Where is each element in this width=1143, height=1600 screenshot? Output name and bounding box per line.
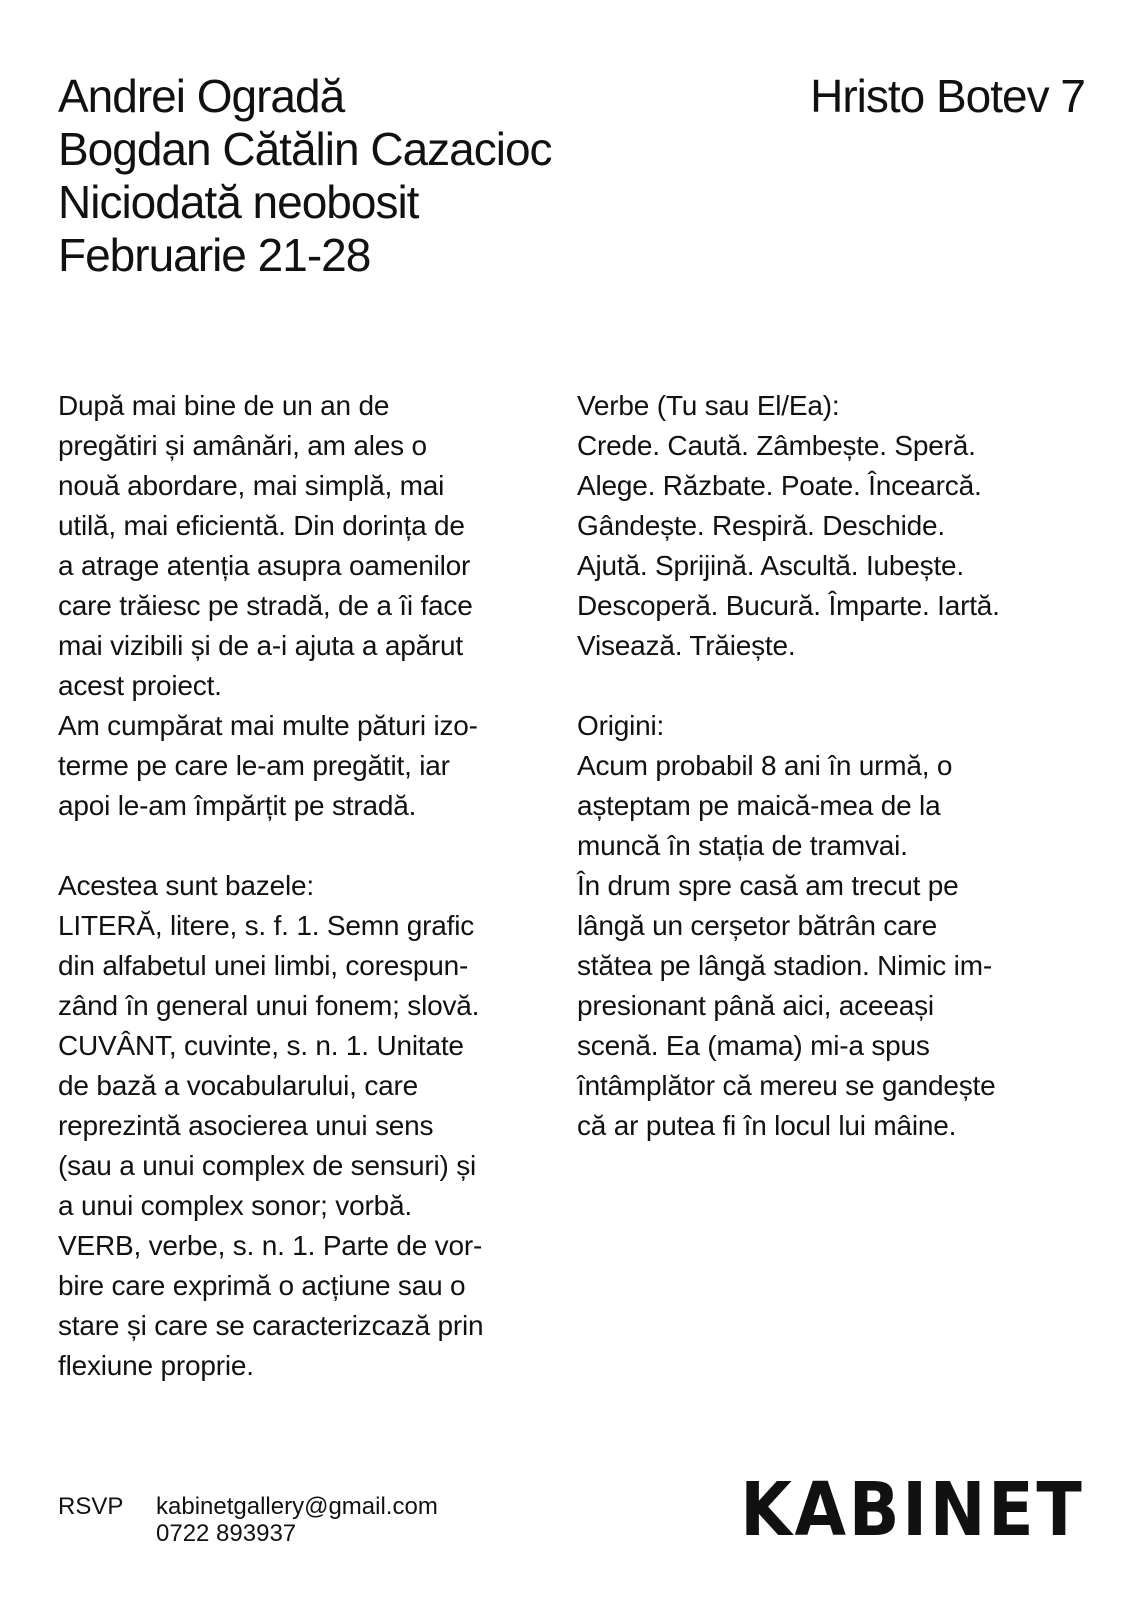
text-line: din alfabetul unei limbi, corespun- xyxy=(58,950,469,981)
text-line: Crede. Caută. Zâmbește. Speră. xyxy=(577,430,976,461)
text-line: stătea pe lângă stadion. Nimic im- xyxy=(577,950,992,981)
verbs-paragraph xyxy=(577,386,1077,666)
text-line: muncă în stația de tramvai. xyxy=(577,830,908,861)
exhibition-info xyxy=(58,70,552,282)
text-line: terme pe care le-am pregătit, iar xyxy=(58,750,450,781)
text-line: Descoperă. Bucură. Împarte. Iartă. xyxy=(577,590,1000,621)
text-line: flexiune proprie. xyxy=(58,1350,254,1381)
text-line: Acum probabil 8 ani în urmă, o xyxy=(577,750,953,781)
text-line: Alege. Răzbate. Poate. Încearcă. xyxy=(577,470,982,501)
text-line: stare și care se caracterizcază prin xyxy=(58,1310,484,1341)
text-line: a atrage atenția asupra oamenilor xyxy=(58,550,471,581)
text-line: VERB, verbe, s. n. 1. Parte de vor- xyxy=(58,1230,483,1261)
text-line: de bază a vocabularului, care xyxy=(58,1070,418,1101)
text-line: întâmplător că mereu se gandește xyxy=(577,1070,996,1101)
text-line: reprezintă asocierea unui sens xyxy=(58,1110,434,1141)
rsvp-label: RSVP xyxy=(58,1493,124,1520)
right-text-column xyxy=(577,386,1077,1146)
contact-phone[interactable]: 0722 893937 xyxy=(156,1520,297,1547)
left-text-column xyxy=(58,386,548,1386)
contact-email[interactable]: kabinetgallery@gmail.com xyxy=(156,1493,438,1520)
text-line: așteptam pe maică-mea de la xyxy=(577,790,941,821)
text-line: În drum spre casă am trecut pe xyxy=(577,870,959,901)
text-line: După mai bine de un an de xyxy=(58,390,390,421)
text-line: lângă un cerșetor bătrân care xyxy=(577,910,937,941)
text-line: utilă, mai eficientă. Din dorința de xyxy=(58,510,465,541)
intro-paragraph xyxy=(58,386,548,826)
text-line: LITERĂ, litere, s. f. 1. Semn grafic xyxy=(58,910,475,941)
text-line: nouă abordare, mai simplă, mai xyxy=(58,470,445,501)
text-line: Visează. Trăiește. xyxy=(577,630,796,661)
exhibition-dates: Februarie 21-28 xyxy=(58,229,371,281)
text-line: acest proiect. xyxy=(58,670,222,701)
text-line: mai vizibili și de a-i ajuta a apărut xyxy=(58,630,464,661)
basics-paragraph xyxy=(58,866,548,1386)
text-line: a unui complex sonor; vorbă. xyxy=(58,1190,412,1221)
text-line: CUVÂNT, cuvinte, s. n. 1. Unitate xyxy=(58,1030,464,1061)
text-line: (sau a unui complex de sensuri) și xyxy=(58,1150,477,1181)
basics-heading: Acestea sunt bazele: xyxy=(58,870,314,901)
text-line: că ar putea fi în locul lui mâine. xyxy=(577,1110,957,1141)
text-line: presionant până aici, aceeași xyxy=(577,990,934,1021)
artist-name: Andrei Ogradă xyxy=(58,70,345,122)
paragraph-gap xyxy=(577,666,1077,706)
text-line: scenă. Ea (mama) mi-a spus xyxy=(577,1030,930,1061)
text-line: care trăiesc pe stradă, de a îi face xyxy=(58,590,473,621)
text-line: pregătiri și amânări, am ales o xyxy=(58,430,427,461)
venue-address: Hristo Botev 7 xyxy=(810,70,1085,122)
rsvp-contact xyxy=(156,1493,438,1547)
text-line: zând în general unui fonem; slovă. xyxy=(58,990,480,1021)
text-line: Ajută. Sprijină. Ascultă. Iubește. xyxy=(577,550,964,581)
text-line: apoi le-am împărțit pe stradă. xyxy=(58,790,417,821)
text-line: bire care exprimă o acțiune sau o xyxy=(58,1270,466,1301)
kabinet-logo: KABINET xyxy=(740,1467,1085,1553)
origins-paragraph xyxy=(577,706,1077,1146)
text-line: Gândește. Respiră. Deschide. xyxy=(577,510,945,541)
artist-name: Bogdan Cătălin Cazacioc xyxy=(58,123,552,175)
origins-heading: Origini: xyxy=(577,710,665,741)
verbs-heading: Verbe (Tu sau El/Ea): xyxy=(577,390,840,421)
text-line: Am cumpărat mai multe pături izo- xyxy=(58,710,478,741)
exhibition-title: Niciodată neobosit xyxy=(58,176,419,228)
paragraph-gap xyxy=(58,826,548,866)
